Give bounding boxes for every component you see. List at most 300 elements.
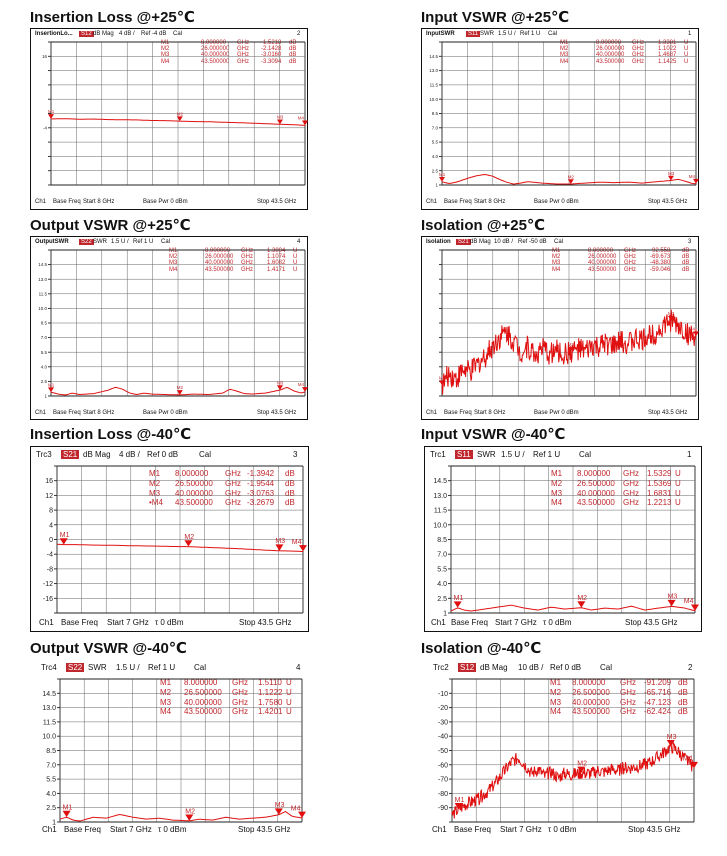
marker-value: 1.7580	[258, 697, 283, 707]
marker-name: M4	[160, 707, 172, 717]
marker-freq: 43.500000	[577, 498, 615, 508]
marker-value-unit: U	[675, 478, 681, 488]
y-tick-label: 8.5	[40, 320, 47, 326]
y-tick-label: 10.0	[433, 522, 447, 530]
plot-area	[430, 248, 698, 398]
marker-name: M1	[551, 469, 563, 478]
marker-value-unit: dB	[682, 260, 690, 267]
marker-label: M4	[297, 382, 305, 388]
marker-label: M1	[59, 532, 70, 540]
trace-label: Trc3	[36, 450, 52, 459]
marker-triangle	[302, 121, 308, 126]
y-tick-label: 4.0	[40, 364, 47, 370]
marker-triangle	[48, 114, 54, 119]
y-tick-label: 4	[49, 522, 53, 530]
marker-freq: 26.000000	[588, 254, 617, 261]
scale-label: 1.5 U /	[116, 663, 140, 672]
panel-title: Input VSWR @-40℃	[421, 426, 566, 443]
marker-freq: 43.500000	[205, 266, 234, 273]
marker-value-unit: dB	[678, 697, 688, 707]
plot-area	[39, 40, 307, 187]
marker-triangle	[177, 390, 183, 395]
y-tick-label: 2.5	[437, 595, 447, 603]
marker-name: M2	[552, 254, 561, 261]
marker-name: M4	[551, 498, 563, 508]
trace-label: Isolation	[426, 239, 451, 245]
marker-triangle	[48, 387, 54, 392]
footer-base-freq: Base Freq	[53, 199, 81, 205]
marker-triangle	[454, 601, 462, 607]
y-tick-label: 13.0	[38, 276, 47, 282]
vna-panel-isolation-m40c	[422, 660, 701, 840]
marker-value: 1.3381	[658, 40, 677, 46]
marker-label: M4	[688, 173, 696, 179]
footer-base-freq: Base Freq	[53, 410, 81, 416]
footer-stop: Stop 43.5 GHz	[648, 410, 688, 416]
marker-name: M4	[550, 707, 562, 717]
panel-title: Isolation @+25℃	[421, 217, 546, 234]
y-tick-label: 7.0	[431, 125, 438, 131]
plot-area	[434, 677, 696, 824]
marker-name: M1	[160, 678, 172, 687]
footer-channel: Ch1	[35, 199, 47, 205]
y-tick-label: -80	[437, 790, 448, 798]
marker-label: M4	[688, 326, 696, 332]
footer-base-freq: Base Freq	[444, 410, 472, 416]
marker-value: 1.6831	[647, 488, 672, 498]
marker-name: M3	[560, 52, 569, 59]
footer	[422, 825, 701, 836]
channel-number: 4	[297, 239, 301, 245]
sparam-badge: S21	[63, 450, 78, 459]
marker-label: M1	[62, 804, 73, 812]
channel-number: 2	[688, 663, 693, 672]
marker-triangle	[184, 540, 192, 546]
footer-power: Base Pwr 0 dBm	[534, 199, 579, 205]
marker-label: M4	[291, 538, 302, 546]
y-tick-label: 13.0	[429, 68, 438, 74]
marker-name: M3	[550, 697, 562, 707]
footer-power: τ 0 dBm	[543, 618, 572, 627]
footer	[31, 410, 307, 419]
marker-triangle	[693, 179, 699, 184]
footer-channel: Ch1	[432, 825, 447, 834]
marker-value: -92.558	[650, 248, 671, 254]
marker-value-unit: U	[293, 260, 298, 267]
footer	[425, 618, 701, 629]
marker-freq-unit: GHz	[232, 687, 248, 697]
marker-name: M1	[149, 469, 161, 478]
format-label: dB Mag	[470, 239, 491, 245]
footer-power: Base Pwr 0 dBm	[534, 410, 579, 416]
marker-name: M3	[169, 260, 178, 267]
marker-triangle	[439, 177, 445, 182]
marker-label: M2	[184, 534, 195, 542]
y-tick-label: 1	[44, 393, 47, 399]
y-tick-label: -16	[42, 595, 53, 603]
marker-freq: 40.000000	[184, 697, 222, 707]
scale-label: 1.5 U /	[501, 450, 525, 459]
y-tick-label: 11.5	[433, 507, 447, 515]
marker-label: M1	[454, 796, 465, 804]
marker-freq-unit: GHz	[623, 469, 639, 478]
footer-power: τ 0 dBm	[158, 825, 187, 834]
marker-freq-unit: GHz	[623, 488, 639, 498]
panel-title: Isolation @-40℃	[421, 640, 542, 657]
marker-value-unit: dB	[289, 46, 297, 53]
marker-label: M2	[567, 174, 575, 180]
marker-value: 1.5329	[647, 469, 672, 478]
marker-freq-unit: GHz	[232, 707, 248, 717]
marker-label: M3	[667, 170, 675, 176]
footer-base-freq: Base Freq	[444, 199, 472, 205]
marker-label: M1	[48, 109, 55, 115]
marker-freq-unit: GHz	[232, 678, 248, 687]
y-tick-label: 5.5	[46, 776, 56, 784]
marker-name: M2	[551, 478, 563, 488]
marker-freq-unit: GHz	[241, 254, 253, 261]
marker-value-unit: U	[286, 678, 292, 687]
marker-triangle	[668, 600, 676, 606]
marker-freq: 43.500000	[572, 707, 610, 717]
y-tick-label: 8.5	[431, 111, 438, 117]
ref-label: Ref -4 dB	[141, 31, 167, 37]
marker-value-unit: dB	[285, 498, 295, 508]
marker-name: M1	[550, 678, 562, 687]
trace-label: InputSWR	[426, 31, 455, 37]
marker-name: M4	[169, 266, 178, 273]
marker-value: -65.716	[644, 687, 672, 697]
y-tick-label: -10	[437, 690, 448, 698]
trace-label: Trc2	[433, 663, 449, 672]
footer-power: Base Pwr 0 dBm	[143, 199, 188, 205]
footer-start: Start 8 GHz	[83, 199, 115, 205]
sparam-badge: S11	[457, 450, 471, 459]
cal-label: Cal	[194, 663, 207, 672]
vna-panel-output-vswr-m40c	[30, 660, 309, 840]
y-tick-label: -60	[437, 762, 448, 770]
marker-value-unit: U	[684, 46, 689, 53]
vna-panel-input-vswr-25c	[421, 28, 699, 210]
trace-header	[31, 450, 308, 461]
marker-name: M3	[552, 260, 561, 267]
channel-number: 2	[297, 31, 301, 37]
marker-freq-unit: GHz	[632, 46, 644, 53]
plot-area	[42, 677, 304, 827]
footer-start: Start 7 GHz	[495, 618, 537, 627]
marker-value: 1.4687	[658, 52, 677, 59]
y-tick-label: 0	[49, 536, 53, 544]
marker-triangle	[302, 387, 308, 392]
marker-label: M2	[567, 342, 575, 348]
y-tick-label: -50	[437, 747, 448, 755]
marker-freq: 43.500000	[175, 498, 213, 508]
marker-label: M3	[666, 733, 677, 741]
footer-start: Start 7 GHz	[500, 825, 542, 834]
y-tick-label: 2.5	[431, 168, 438, 174]
marker-freq-unit: GHz	[232, 697, 248, 707]
marker-freq-unit: GHz	[624, 266, 636, 273]
marker-value-unit: dB	[285, 469, 295, 478]
marker-name: M2	[550, 687, 562, 697]
marker-triangle	[693, 331, 699, 336]
marker-name: M3	[160, 697, 172, 707]
panel-title: Output VSWR @-40℃	[30, 640, 187, 657]
cal-label: Cal	[600, 663, 613, 672]
channel-number: 4	[296, 663, 301, 672]
y-tick-label: 4.0	[437, 581, 447, 589]
y-tick-label: 11.5	[42, 719, 56, 727]
scale-label: 1.5 U /	[498, 31, 516, 37]
marker-label: M2	[176, 111, 184, 117]
marker-freq: 43.500000	[588, 266, 617, 273]
marker-value-unit: U	[675, 498, 681, 508]
y-tick-label: 2.5	[46, 805, 56, 813]
marker-freq: 40.000000	[588, 260, 617, 267]
marker-freq: 43.500000	[596, 58, 625, 65]
marker-name: M2	[560, 46, 569, 53]
marker-label: M2	[176, 385, 184, 391]
marker-name: M4	[560, 58, 569, 65]
footer	[422, 199, 698, 208]
marker-triangle	[568, 179, 574, 184]
marker-freq-unit: GHz	[225, 469, 241, 478]
marker-value-unit: dB	[289, 40, 297, 46]
format-label: SWR	[93, 239, 107, 245]
y-tick-label: 4.0	[46, 790, 56, 798]
marker-value-unit: U	[675, 469, 681, 478]
marker-label: M3	[276, 114, 284, 120]
marker-freq: 26.500000	[572, 687, 610, 697]
y-tick-label: 10.0	[42, 733, 56, 741]
marker-value: 1.4201	[258, 707, 283, 717]
vna-panel-isolation-25c	[421, 236, 699, 420]
footer-channel: Ch1	[42, 825, 57, 834]
marker-label: M3	[275, 538, 286, 546]
footer	[422, 410, 698, 419]
scale-label: 1.5 U /	[111, 239, 129, 245]
vna-panel-output-vswr-25c	[30, 236, 308, 420]
ref-label: Ref 1 U	[520, 31, 541, 37]
marker-name: M3	[161, 52, 170, 59]
marker-label: M4	[682, 755, 693, 763]
marker-value-unit: U	[293, 248, 298, 254]
marker-freq: 40.000000	[201, 52, 230, 59]
marker-value: 1.3894	[267, 248, 286, 254]
marker-value-unit: U	[684, 58, 689, 65]
marker-freq: 40.000000	[596, 52, 625, 59]
marker-value-unit: U	[684, 52, 689, 59]
marker-value: -1.5218	[261, 40, 282, 46]
footer-stop: Stop 43.5 GHz	[257, 199, 297, 205]
footer-power: τ 0 dBm	[548, 825, 577, 834]
y-tick-label: 1	[52, 819, 56, 827]
footer-stop: Stop 43.5 GHz	[625, 618, 678, 627]
marker-freq-unit: GHz	[623, 478, 639, 488]
marker-freq-unit: GHz	[241, 266, 253, 273]
ref-label: Ref 0 dB	[147, 450, 179, 459]
marker-triangle	[277, 119, 283, 124]
marker-freq: 8.000000	[572, 678, 606, 687]
marker-value-unit: dB	[289, 58, 297, 65]
marker-value-unit: dB	[285, 478, 295, 488]
footer-channel: Ch1	[39, 618, 54, 627]
y-tick-label: 5.5	[431, 139, 438, 145]
footer-start: Start 8 GHz	[83, 410, 115, 416]
sparam-badge: S22	[68, 663, 83, 672]
marker-name: M1	[560, 40, 569, 46]
marker-freq-unit: GHz	[623, 498, 639, 508]
footer	[31, 618, 308, 629]
marker-name: •M4	[149, 498, 163, 508]
marker-name: M1	[169, 248, 178, 254]
marker-freq: 8.000000	[588, 248, 614, 254]
cal-label: Cal	[199, 450, 212, 459]
y-tick-label: 4.0	[431, 153, 438, 159]
marker-label: M3	[667, 593, 678, 601]
y-tick-label: 14.5	[429, 53, 438, 59]
panel-title: Insertion Loss @+25℃	[30, 9, 195, 26]
marker-triangle	[577, 601, 585, 607]
y-tick-label: 14.5	[42, 690, 56, 698]
marker-triangle	[299, 545, 307, 551]
ref-label: Ref 1 U	[533, 450, 561, 459]
marker-value: -3.2679	[247, 498, 275, 508]
marker-freq: 8.000000	[175, 469, 209, 478]
y-tick-label: 5.5	[40, 349, 47, 355]
marker-freq-unit: GHz	[225, 488, 241, 498]
marker-value-unit: U	[286, 687, 292, 697]
marker-freq-unit: GHz	[620, 687, 636, 697]
marker-label: M1	[453, 595, 464, 603]
marker-name: M3	[551, 488, 563, 498]
marker-freq-unit: GHz	[241, 248, 253, 254]
marker-label: M2	[577, 760, 588, 768]
marker-value-unit: dB	[285, 488, 295, 498]
footer-start: Start 8 GHz	[474, 410, 506, 416]
footer-channel: Ch1	[35, 410, 47, 416]
marker-value: 1.6082	[267, 260, 286, 267]
y-tick-label: 10.0	[429, 96, 438, 102]
marker-value-unit: dB	[678, 678, 688, 687]
marker-freq: 8.000000	[201, 40, 227, 46]
y-tick-label: 1	[443, 610, 447, 618]
marker-value: -1.9544	[247, 478, 275, 488]
cal-label: Cal	[161, 239, 171, 245]
marker-value-unit: U	[293, 254, 298, 261]
marker-label: M3	[667, 310, 675, 316]
y-tick-label: 2.5	[40, 378, 47, 384]
marker-name: M4	[552, 266, 561, 273]
trace-header	[31, 31, 307, 40]
marker-value: -59.046	[650, 266, 671, 273]
footer	[30, 825, 309, 836]
marker-freq: 8.000000	[596, 40, 622, 46]
sparam-badge: S21	[458, 239, 469, 245]
footer-base-freq: Base Freq	[454, 825, 491, 834]
marker-triangle	[275, 544, 283, 550]
vna-panel-input-vswr-m40c	[424, 446, 702, 632]
panel-title: Insertion Loss @-40℃	[30, 426, 192, 443]
y-tick-label: -40	[437, 733, 448, 741]
footer-channel: Ch1	[431, 618, 446, 627]
marker-label: M3	[274, 802, 285, 810]
plot-area	[39, 464, 305, 615]
marker-freq-unit: GHz	[620, 707, 636, 717]
marker-value-unit: U	[286, 697, 292, 707]
marker-label: M4	[297, 115, 305, 121]
footer-stop: Stop 43.5 GHz	[257, 410, 297, 416]
sparam-badge: S12	[460, 663, 475, 672]
sparam-badge: S22	[81, 239, 92, 245]
footer	[31, 199, 307, 208]
marker-freq: 43.500000	[184, 707, 222, 717]
marker-freq-unit: GHz	[237, 40, 249, 46]
marker-value: 1.1222	[258, 687, 283, 697]
channel-number: 1	[688, 31, 692, 37]
panel-title: Output VSWR @+25℃	[30, 217, 191, 234]
marker-value-unit: U	[293, 266, 298, 273]
marker-value: -62.424	[644, 707, 672, 717]
marker-value: -3.0763	[247, 488, 275, 498]
marker-value: -3.3094	[261, 58, 282, 65]
marker-freq: 8.000000	[184, 678, 218, 687]
marker-freq: 40.000000	[205, 260, 234, 267]
marker-freq: 8.000000	[205, 248, 231, 254]
marker-freq: 26.000000	[205, 254, 234, 261]
marker-label: M3	[276, 380, 284, 386]
y-tick-label: 8	[49, 507, 53, 515]
marker-name: M2	[169, 254, 178, 261]
panel-title: Input VSWR @+25℃	[421, 9, 570, 26]
trace-label: OutputSWR	[35, 239, 69, 245]
marker-name: M4	[161, 58, 170, 65]
channel-number: 3	[293, 450, 298, 459]
y-tick-label: -12	[42, 581, 53, 589]
marker-value-unit: dB	[678, 687, 688, 697]
y-tick-label: 13.0	[433, 492, 447, 500]
marker-freq: 26.000000	[596, 46, 625, 53]
scale-label: 4 dB /	[119, 31, 135, 37]
marker-value-unit: dB	[682, 254, 690, 261]
marker-freq: 26.000000	[201, 46, 230, 53]
format-label: dB Mag	[93, 31, 114, 37]
footer-stop: Stop 43.5 GHz	[239, 618, 292, 627]
footer-channel: Ch1	[426, 410, 438, 416]
marker-name: M1	[552, 248, 561, 254]
cal-label: Cal	[579, 450, 592, 459]
marker-value: 1.1074	[267, 254, 286, 261]
marker-freq: 26.500000	[184, 687, 222, 697]
marker-freq-unit: GHz	[241, 260, 253, 267]
marker-value: -3.0160	[261, 52, 282, 59]
marker-name: M2	[160, 687, 172, 697]
marker-freq-unit: GHz	[624, 248, 636, 254]
scale-label: 10 dB /	[518, 663, 544, 672]
trace-header	[422, 239, 698, 248]
marker-freq-unit: GHz	[225, 498, 241, 508]
marker-freq-unit: GHz	[632, 40, 644, 46]
footer-start: Start 8 GHz	[474, 199, 506, 205]
footer-base-freq: Base Freq	[61, 618, 98, 627]
trace-header	[30, 663, 309, 674]
ref-label: Ref 0 dB	[550, 663, 582, 672]
marker-freq-unit: GHz	[632, 52, 644, 59]
y-tick-label: 14.5	[38, 262, 47, 268]
y-tick-label: -4	[42, 125, 47, 131]
marker-freq-unit: GHz	[624, 260, 636, 267]
marker-freq-unit: GHz	[237, 52, 249, 59]
